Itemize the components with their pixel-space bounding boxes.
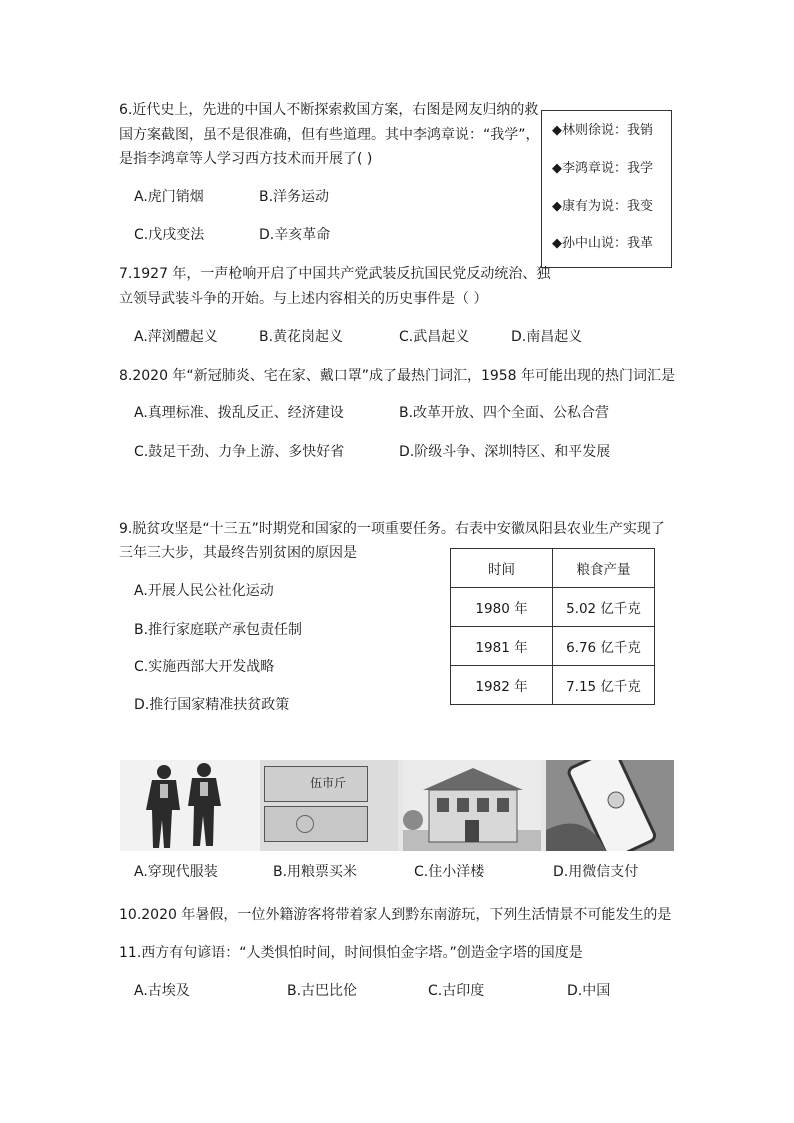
q8-stem: 8.2020 年“新冠肺炎、宅在家、戴口罩”成了最热门词汇，1958 年可能出现的热门词汇是: [119, 368, 676, 384]
photo-grain-tickets: [260, 760, 398, 851]
photo-wechat-pay: [546, 760, 674, 851]
q11-option-c: C.古印度: [428, 983, 485, 999]
q10-caption-c: C.住小洋楼: [414, 864, 485, 880]
table-header-row: [451, 549, 655, 588]
table-header-cell: 时间: [451, 549, 553, 588]
q7-option-a: A.萍浏醴起义: [134, 329, 218, 345]
q11-option-a: A.古埃及: [134, 983, 190, 999]
q9-option-b: B.推行家庭联产承包责任制: [134, 622, 303, 638]
photo-villa: [403, 760, 541, 851]
q6-box-item: ◆康有为说：我变: [552, 199, 653, 214]
q11-stem: 11.西方有句谚语：“人类惧怕时间，时间惧怕金字塔。”创造金字塔的国度是: [119, 945, 583, 961]
q9-option-c: C.实施西部大开发战略: [134, 659, 275, 675]
q6-option-b: B.洋务运动: [259, 189, 330, 205]
q6-box-item: ◆孙中山说：我革: [552, 236, 653, 251]
q10-caption-a: A.穿现代服装: [134, 864, 218, 880]
table-cell: 1980 年: [451, 588, 553, 627]
q8-option-a: A.真理标准、拨乱反正、经济建设: [134, 405, 344, 421]
table-cell: 6.76 亿千克: [553, 627, 655, 666]
q8-option-d: D.阶级斗争、深圳特区、和平发展: [399, 444, 611, 460]
q6-option-d: D.辛亥革命: [259, 227, 331, 243]
q9-stem-line-1: 9.脱贫攻坚是“十三五”时期党和国家的一项重要任务。右表中安徽凤阳县农业生产实现了: [119, 521, 665, 537]
q9-option-a: A.开展人民公社化运动: [134, 583, 274, 599]
q9-stem-line-2: 三年三大步，其最终告别贫困的原因是: [119, 545, 357, 561]
table-cell: 1982 年: [451, 666, 553, 705]
q7-stem-line-2: 立领导武装斗争的开始。与上述内容相关的历史事件是（ ）: [119, 291, 488, 307]
table-cell: 7.15 亿千克: [553, 666, 655, 705]
q6-stem-line-1: 6.近代史上，先进的中国人不断探索救国方案，右图是网友归纳的救: [119, 102, 539, 118]
table-cell: 1981 年: [451, 627, 553, 666]
q10-caption-b: B.用粮票买米: [273, 864, 358, 880]
q7-option-d: D.南昌起义: [511, 329, 583, 345]
q6-box-item: ◆李鸿章说：我学: [552, 161, 653, 176]
q7-stem-line-1: 7.1927 年，一声枪响开启了中国共产党武装反抗国民党反动统治、独: [119, 266, 551, 282]
table-row: [451, 666, 655, 705]
q6-option-a: A.虎门销烟: [134, 189, 204, 205]
ticket-label: 伍市斤: [310, 776, 347, 790]
q6-quote-box: [541, 110, 672, 268]
q6-option-c: C.戊戌变法: [134, 227, 205, 243]
q6-stem-line-3: 是指李鸿章等人学习西方技术而开展了( ): [119, 151, 373, 167]
q10-stem: 10.2020 年暑假，一位外籍游客将带着家人到黔东南游玩，下列生活情景不可能发生的是: [119, 907, 672, 923]
q6-box-item: ◆林则徐说：我销: [552, 123, 653, 138]
grain-output-table: [450, 548, 655, 705]
q7-option-b: B.黄花岗起义: [259, 329, 344, 345]
q10-photo-strip: [120, 760, 674, 851]
photo-modern-clothes: [120, 760, 260, 851]
table-row: [451, 627, 655, 666]
q8-option-c: C.鼓足干劲、力争上游、多快好省: [134, 444, 345, 460]
q10-caption-d: D.用微信支付: [553, 864, 639, 880]
q7-option-c: C.武昌起义: [399, 329, 470, 345]
q8-option-b: B.改革开放、四个全面、公私合营: [399, 405, 610, 421]
q11-option-b: B.古巴比伦: [287, 983, 358, 999]
q11-option-d: D.中国: [567, 983, 611, 999]
table-cell: 5.02 亿千克: [553, 588, 655, 627]
q9-option-d: D.推行国家精准扶贫政策: [134, 697, 290, 713]
table-row: [451, 588, 655, 627]
q6-stem-line-2: 国方案截图，虽不是很准确，但有些道理。其中李鸿章说：“我学”，: [119, 127, 540, 143]
table-header-cell: 粮食产量: [553, 549, 655, 588]
